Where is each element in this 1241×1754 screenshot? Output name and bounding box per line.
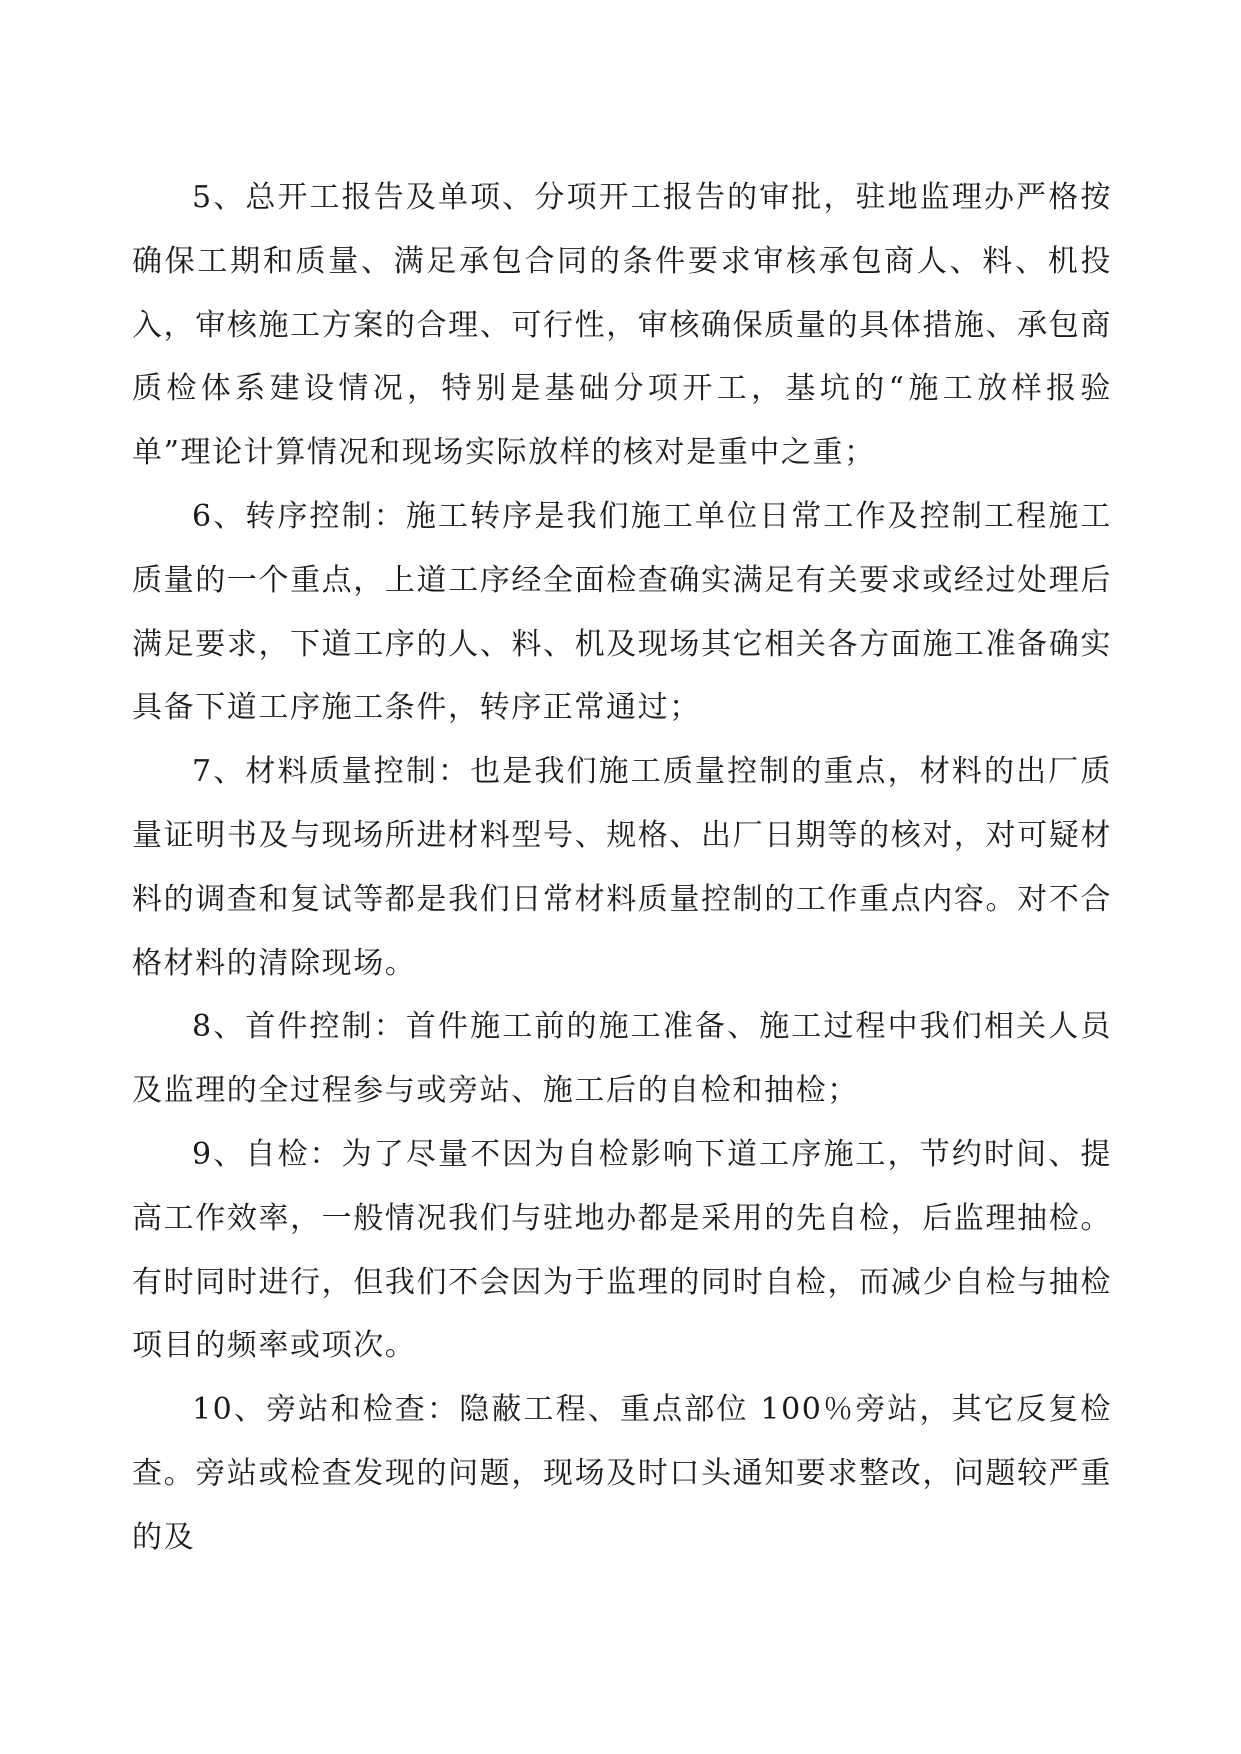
paragraph-5-work-start-approval: 5、总开工报告及单项、分项开工报告的审批，驻地监理办严格按确保工期和质量、满足承包合同的条件要求审核承包商人、料、机投入，审核施工方案的合理、可行性，审核确保质量的具体措施、承包商质检体系建设情况，特别是基础分项开工，基坑的“施工放样报验单”理论计算情况和现场实际放样的核对是重中之重； (132, 180, 1112, 471)
paragraph-7-material-quality-control: 7、材料质量控制：也是我们施工质量控制的重点，材料的出厂质量证明书及与现场所进材料型号、规格、出厂日期等的核对，对可疑材料的调查和复试等都是我们日常材料质量控制的工作重点内容。对不合格材料的清除现场。 (132, 754, 1112, 981)
paragraph-10-supervision-and-inspection: 10、旁站和检查：隐蔽工程、重点部位 100％旁站，其它反复检查。旁站或检查发现的问题，现场及时口头通知要求整改，问题较严重的及 (132, 1392, 1112, 1555)
paragraph-6-process-transfer-control: 6、转序控制：施工转序是我们施工单位日常工作及控制工程施工质量的一个重点，上道工序经全面检查确实满足有关要求或经过处理后满足要求，下道工序的人、料、机及现场其它相关各方面施工准备确实具备下道工序施工条件，转序正常通过； (132, 498, 1112, 726)
document-body (132, 166, 1112, 1570)
paragraph-9-self-inspection: 9、自检：为了尽量不因为自检影响下道工序施工，节约时间、提高工作效率，一般情况我们与驻地办都是采用的先自检，后监理抽检。有时同时进行，但我们不会因为于监理的同时自检，而减少自检与抽检项目的频率或项次。 (132, 1136, 1112, 1364)
paragraph-8-first-piece-control: 8、首件控制：首件施工前的施工准备、施工过程中我们相关人员及监理的全过程参与或旁站、施工后的自检和抽检； (132, 1009, 1112, 1109)
